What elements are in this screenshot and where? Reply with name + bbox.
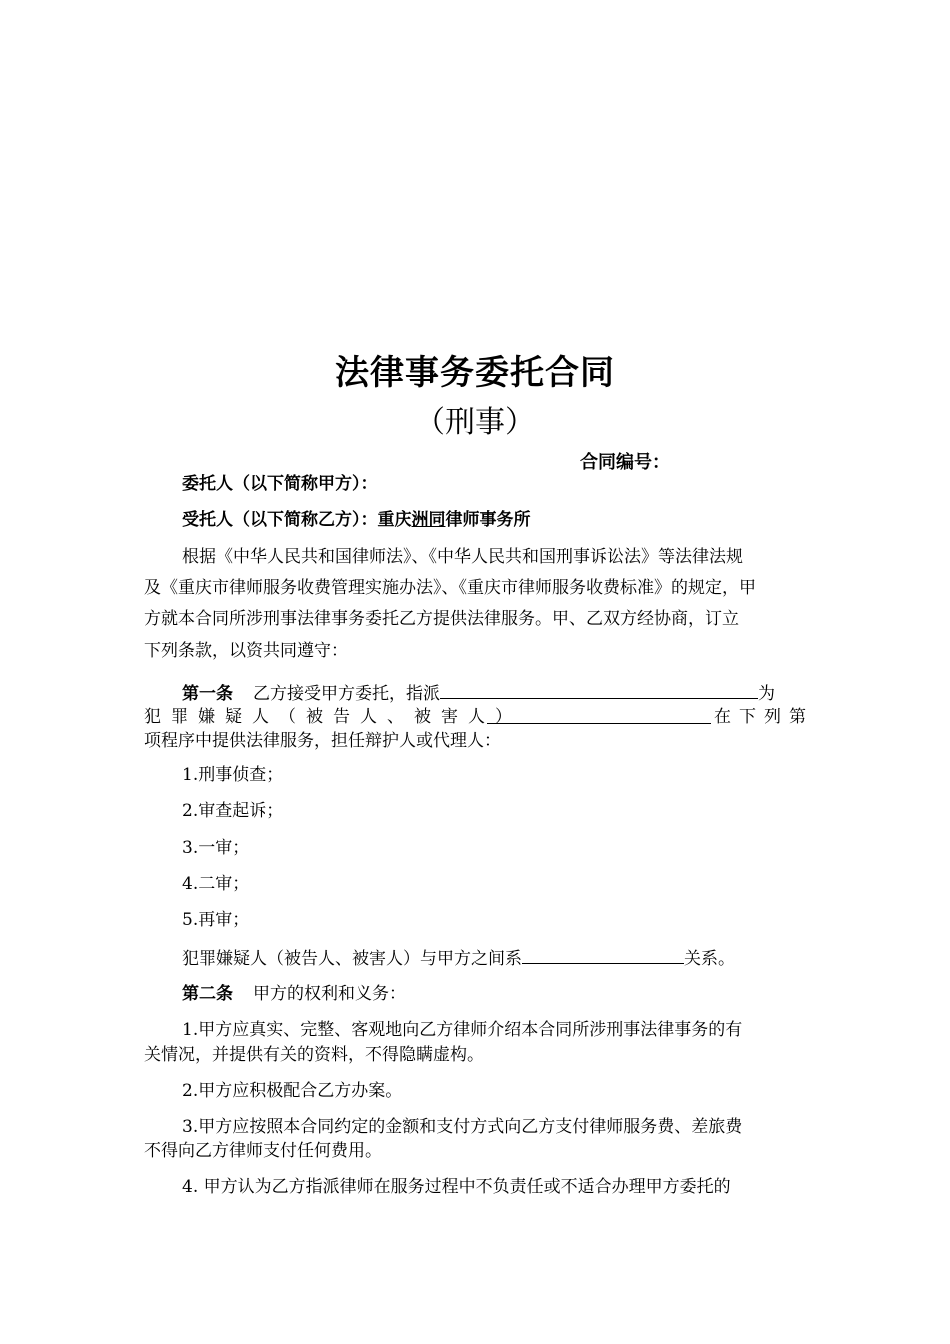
procedure-item: 2.审查起诉； <box>182 801 284 821</box>
suspect-name-blank[interactable] <box>487 706 711 724</box>
procedure-item: 3.一审； <box>182 838 250 858</box>
procedure-item: 4.二审； <box>182 874 250 894</box>
party-b-name-post: 律师事务所 <box>445 510 531 530</box>
party-b-name-underlined: 洲同 <box>411 510 446 530</box>
article2-item-line: 不得向乙方律师支付任何费用。 <box>144 1141 382 1161</box>
preamble-line: 及《重庆市律师服务收费管理实施办法》、《重庆市律师服务收费标准》的规定，甲 <box>144 578 756 598</box>
party-b-line <box>182 509 531 531</box>
contract-number-label: 合同编号： <box>580 452 670 473</box>
relation-post: 关系。 <box>684 949 735 969</box>
party-b-name-pre: 重庆 <box>377 510 412 530</box>
document-subtitle: （刑事） <box>415 405 535 440</box>
preamble-line: 根据《中华人民共和国律师法》、《中华人民共和国刑事诉讼法》等法律法规 <box>182 547 743 567</box>
article2-item-line: 3.甲方应按照本合同约定的金额和支付方式向乙方支付律师服务费、差旅费 <box>182 1117 743 1137</box>
article1-line2-prefix: 犯罪嫌疑人（被告人、被害人） <box>144 707 522 727</box>
article2-heading: 第二条 <box>182 984 233 1004</box>
article2-item-line: 4. 甲方认为乙方指派律师在服务过程中不负责任或不适合办理甲方委托的 <box>182 1177 731 1197</box>
preamble-line: 下列条款，以资共同遵守： <box>144 641 348 661</box>
article1-line1-end: 为 <box>758 684 775 704</box>
article1-line2-end: 在下列第 <box>714 707 814 727</box>
procedure-item: 1.刑事侦查； <box>182 765 284 785</box>
article1-text: 乙方接受甲方委托，指派 <box>253 684 440 704</box>
lawyer-name-blank[interactable] <box>440 681 758 699</box>
article1-line3: 项程序中提供法律服务，担任辩护人或代理人： <box>144 731 501 751</box>
article2-item-line: 关情况，并提供有关的资料，不得隐瞒虚构。 <box>144 1045 484 1065</box>
preamble-line: 方就本合同所涉刑事法律事务委托乙方提供法律服务。甲、乙双方经协商，订立 <box>144 609 739 629</box>
article2-text: 甲方的权利和义务： <box>253 984 406 1004</box>
article1-line1 <box>182 681 775 705</box>
party-b-label: 受托人（以下简称乙方）： <box>182 510 378 530</box>
article1-heading: 第一条 <box>182 684 233 704</box>
article2-heading-line <box>182 983 406 1005</box>
article2-item-line: 2.甲方应积极配合乙方办案。 <box>182 1081 403 1101</box>
document-title: 法律事务委托合同 <box>335 353 615 393</box>
relation-blank[interactable] <box>522 946 684 964</box>
article2-item-line: 1.甲方应真实、完整、客观地向乙方律师介绍本合同所涉刑事法律事务的有 <box>182 1020 743 1040</box>
relation-pre: 犯罪嫌疑人（被告人、被害人）与甲方之间系 <box>182 949 522 969</box>
party-a-label: 委托人（以下简称甲方）： <box>182 474 378 494</box>
procedure-item: 5.再审； <box>182 910 250 930</box>
relation-line <box>182 946 735 970</box>
